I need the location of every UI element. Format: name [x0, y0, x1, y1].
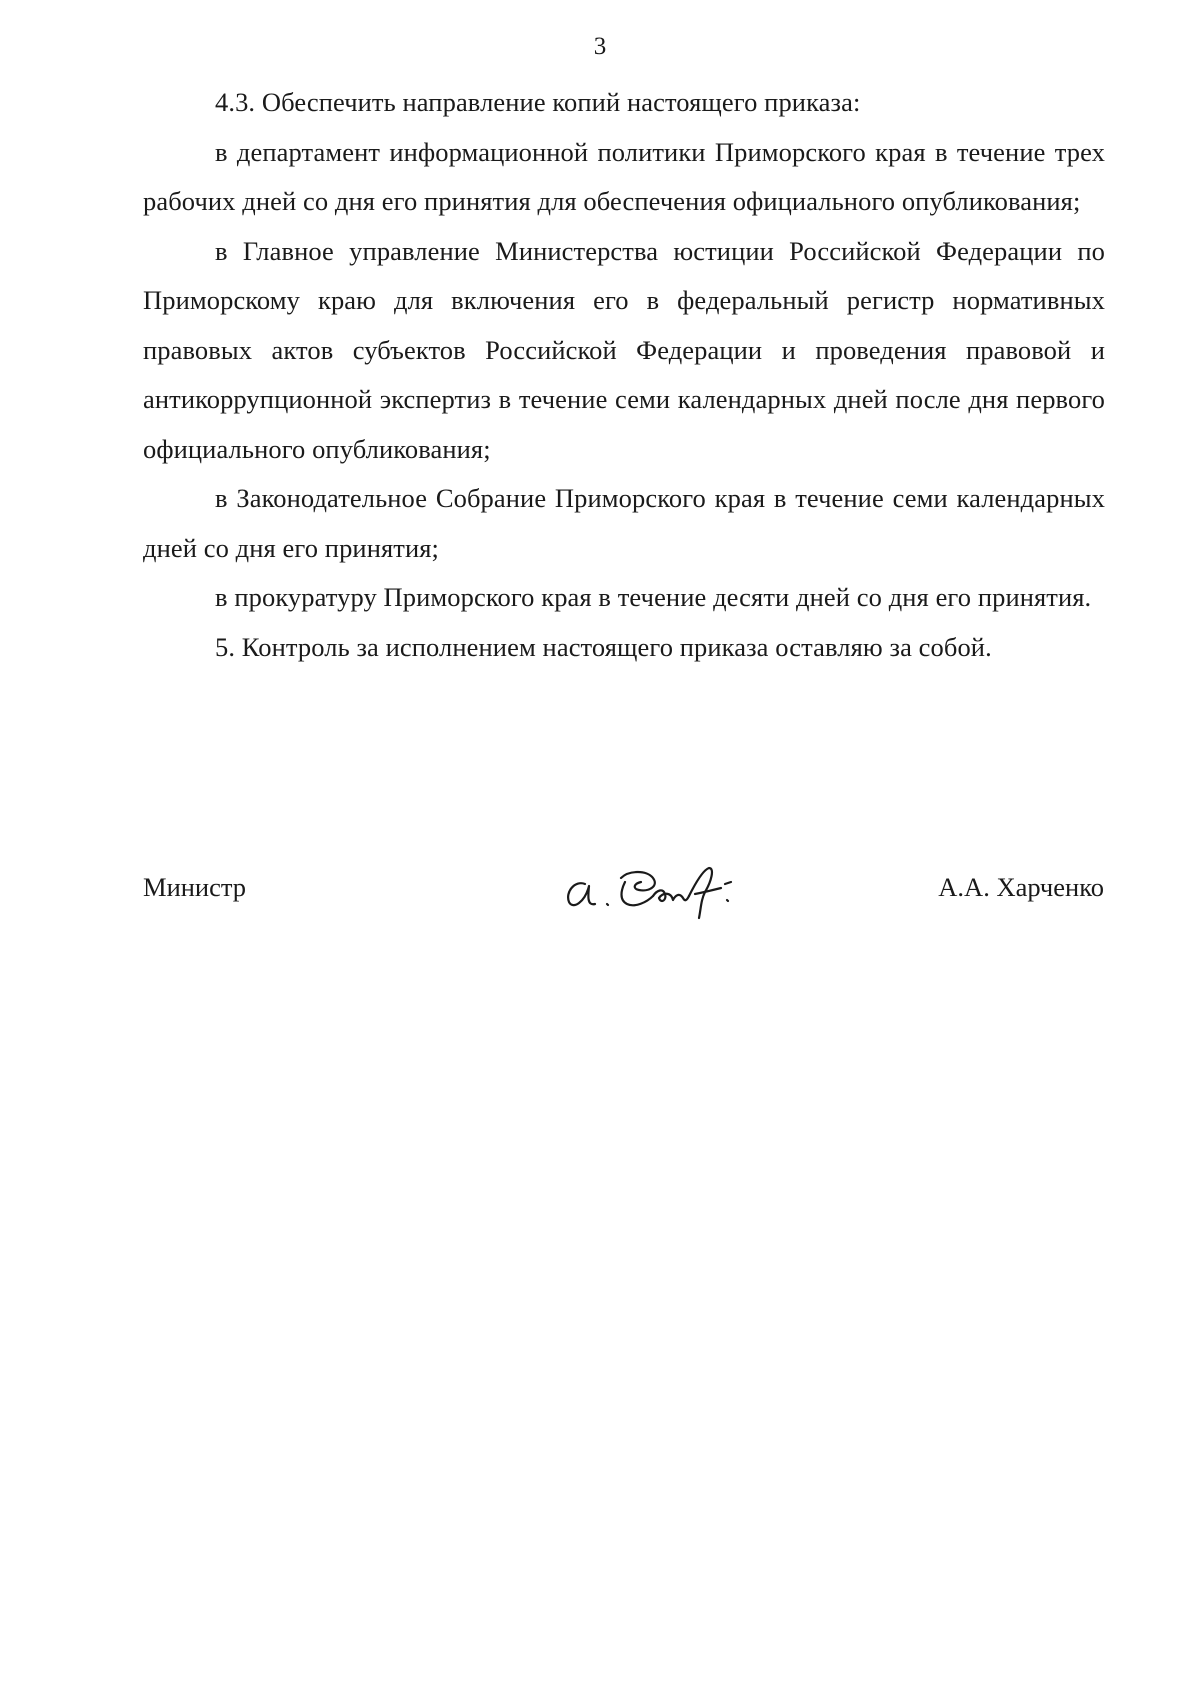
signatory-title: Министр	[143, 872, 247, 902]
paragraph-legislative-assembly: в Законодательное Собрание Приморского края в течение семи календарных дней со дня его принятия;	[143, 483, 1105, 563]
paragraph-info-policy: в департамент информационной политики Приморского края в течение трех рабочих дней со дня его принятия для обеспечения официального опубликования;	[143, 136, 1105, 216]
paragraph-5-control: 5. Контроль за исполнением настоящего приказа оставляю за собой.	[215, 631, 992, 662]
page-number: 3	[593, 33, 607, 60]
signatory-name: А.А. Харченко	[938, 872, 1104, 902]
handwritten-signature	[555, 856, 755, 922]
document-body	[143, 78, 1105, 672]
paragraph-justice-ministry: в Главное управление Министерства юстиции Российской Федерации по Приморскому краю для включения его в федеральный регистр нормативных правовых актов субъектов Российской Федерации и проведения правовой и антикоррупционной экспертиз в течение семи календарных дней после дня первого официального опубликования;	[143, 235, 1105, 464]
paragraph-prosecutor: в прокуратуру Приморского края в течение десяти дней со дня его принятия.	[215, 582, 1092, 612]
paragraph-4-3: 4.3. Обеспечить направление копий настоящего приказа:	[215, 87, 861, 117]
signature-block	[143, 868, 1108, 938]
